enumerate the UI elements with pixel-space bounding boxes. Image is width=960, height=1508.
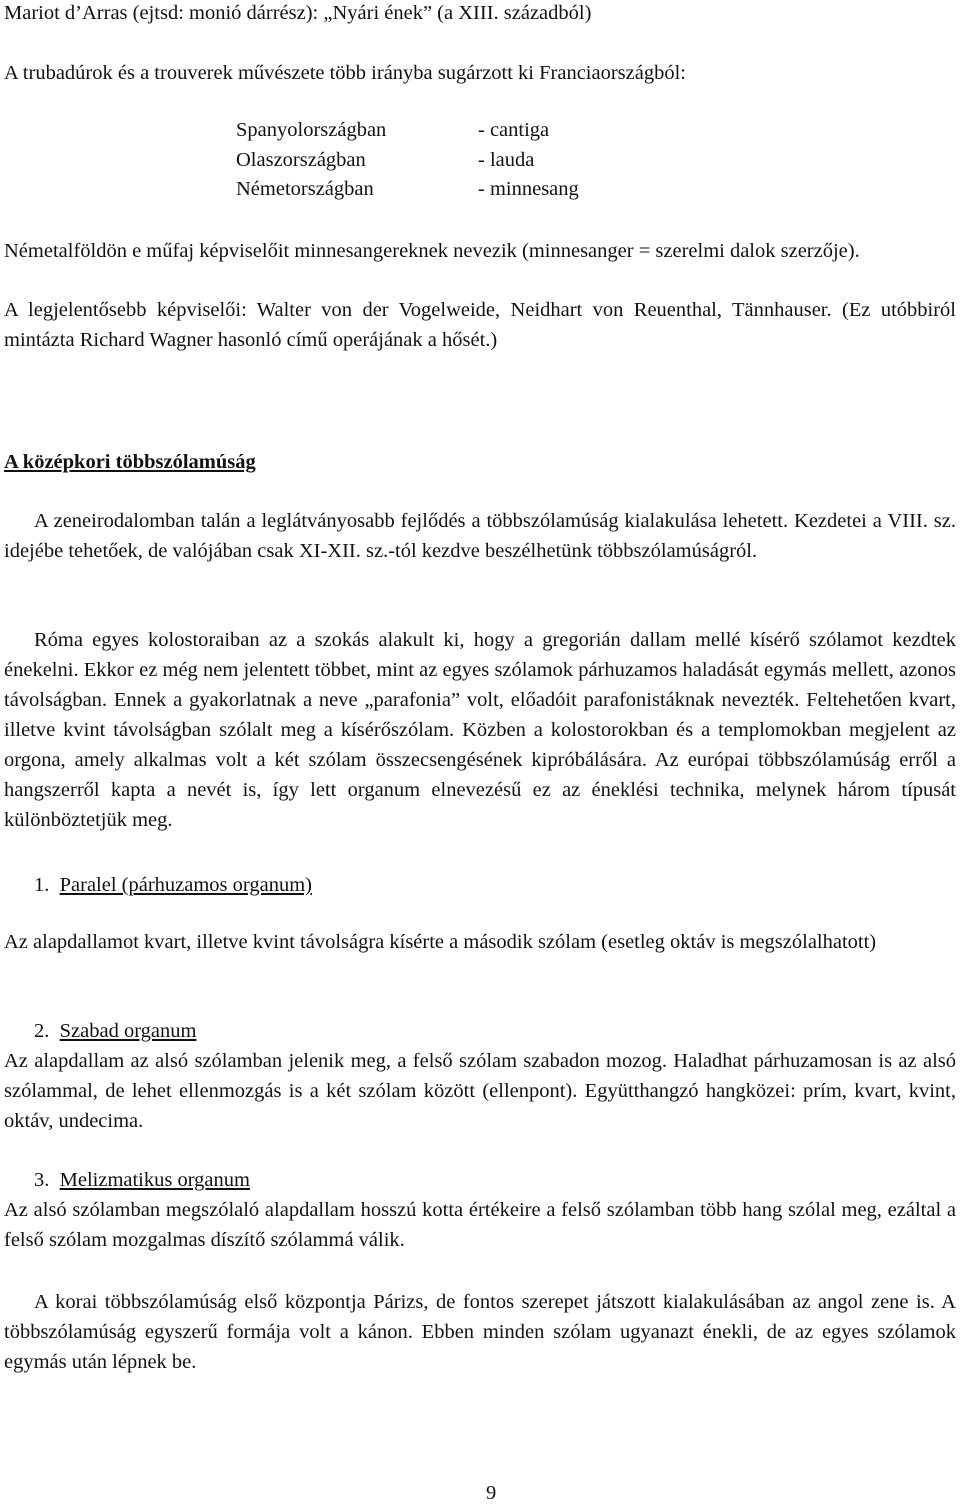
- item-number: 1.: [34, 874, 50, 896]
- final-paragraph: A korai többszólamúság első központja Párizs, de fontos szerepet játszott kialakulásában az angol zene is. A többszólamúság egyszerű formája volt a kánon. Ebben minden szólam ugyanazt énekli, de az egyes szólamok egymás után lépnek be.: [4, 1291, 956, 1373]
- item-title: Melizmatikus organum: [59, 1169, 250, 1191]
- representatives-paragraph: A legjelentősebb képviselői: Walter von der Vogelweide, Neidhart von Reuenthal, Tännhauser. (Ez utóbbiról mintázta Richard Wagner hasonló című operájának a hősét.): [4, 299, 956, 351]
- genre-name: - lauda: [478, 148, 535, 171]
- header-line: Mariot d’Arras (ejtsd: monió dárrész): „Nyári ének” (a XIII. századból): [4, 2, 592, 24]
- item-number: 3.: [34, 1169, 50, 1191]
- item-title: Szabad organum: [59, 1020, 197, 1042]
- section-heading: A középkori többszólamúság: [4, 451, 256, 473]
- list-item-heading-2: [34, 1016, 196, 1046]
- item-text-3: Az alsó szólamban megszólaló alapdallam hosszú kotta értékeire a felső szólamban több hang szólal meg, ezáltal a felső szólam mozgalmas díszítő szólammá válik.: [4, 1199, 956, 1251]
- intro-text: A trubadúrok és a trouverek művészete több irányba sugárzott ki Franciaországból:: [4, 62, 686, 84]
- country-name: Németországban: [236, 178, 374, 200]
- item-text-2: Az alapdallam az alsó szólamban jelenik meg, a felső szólam szabadon mozog. Haladhat párhuzamosan is az alsó szólammal, de lehet ellenmozgás is a két szólam között (ellenpont). Együtthangzó hangközei: prím, kvart, kvint, oktáv, undecima.: [4, 1050, 956, 1132]
- item-number: 2.: [34, 1020, 50, 1042]
- item-title: Paralel (párhuzamos organum): [59, 874, 312, 896]
- list-item-heading-3: [34, 1165, 250, 1195]
- list-item-heading-1: [34, 870, 312, 900]
- paragraph-1: A zeneirodalomban talán a leglátványosabb fejlődés a többszólamúság kialakulása lehetett. Kezdetei a VIII. sz. idejébe tehetőek, de valójában csak XI-XII. sz.-tól kezdve beszélhetünk többszólamúságról.: [4, 510, 956, 562]
- item-text-1: Az alapdallamot kvart, illetve kvint távolságra kísérte a második szólam (esetleg oktáv is megszólalhatott): [4, 931, 877, 953]
- genre-name: - minnesang: [478, 178, 579, 200]
- paragraph-2: Róma egyes kolostoraiban az a szokás alakult ki, hogy a gregorián dallam mellé kísérő szólamot kezdtek énekelni. Ekkor ez még nem jelentett többet, mint az egyes szólamok párhuzamos haladását egymás mellett, azonos távolságban. Ennek a gyakorlatnak a neve „parafonia” volt, előadóit parafonistáknak nevezték. Feltehetően kvart, illetve kvint távolságban szólalt meg a kísérőszólam. Közben a kolostorokban és a templomokban megjelent az orgona, amely alkalmas volt a két szólam összecsengésének kipróbálására. Az európai többszólamúság erről a hangszerről kapta a nevét is, így lett organum elnevezésű ez az éneklési technika, melynek három típusát különböztetjük meg.: [4, 629, 956, 831]
- country-name: Spanyolországban: [236, 119, 387, 141]
- country-name: Olaszországban: [236, 148, 366, 171]
- genre-name: - cantiga: [478, 119, 550, 141]
- netherlands-paragraph: Németalföldön e műfaj képviselőit minnesangereknek nevezik (minnesanger = szerelmi dalok szerzője).: [4, 240, 860, 262]
- page-number: 9: [486, 1482, 497, 1504]
